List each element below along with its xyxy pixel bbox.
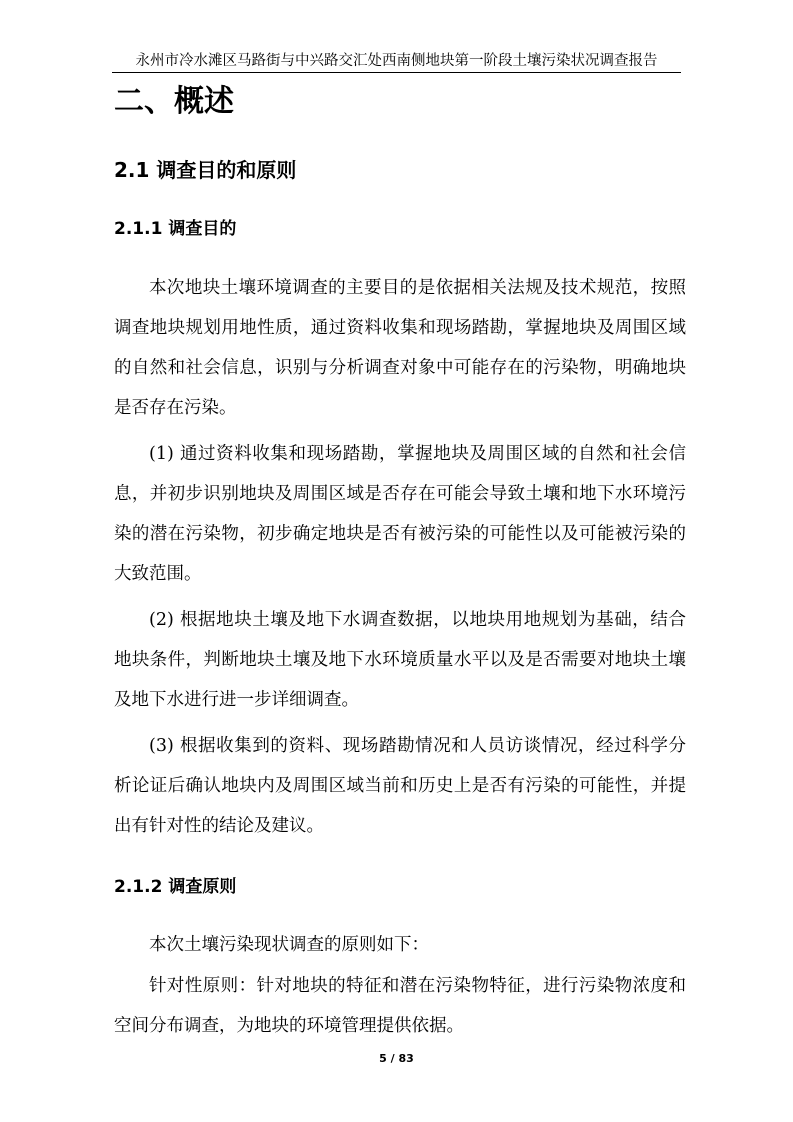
- header-divider: [112, 72, 681, 73]
- subsection-heading-purpose: 2.1.1 调查目的: [114, 219, 237, 239]
- page-number: 5 / 83: [379, 1052, 414, 1065]
- paragraph-principle-targeting: 针对性原则：针对地块的特征和潜在污染物特征，进行污染物浓度和空间分布调查，为地块的环境管理提供依据。: [114, 976, 686, 1036]
- paragraph-purpose-item-1: (1) 通过资料收集和现场踏勘，掌握地块及周围区域的自然和社会信息，并初步识别地块及周围区域是否存在可能会导致土壤和地下水环境污染的潜在污染物，初步确定地块是否有被污染的可能性以及可能被污染的大致范围。: [114, 444, 686, 584]
- chapter-heading: 二、概述: [114, 84, 234, 119]
- section-heading: 2.1 调查目的和原则: [114, 158, 297, 182]
- paragraph-purpose-item-3: (3) 根据收集到的资料、现场踏勘情况和人员访谈情况，经过科学分析论证后确认地块内及周围区域当前和历史上是否有污染的可能性，并提出有针对性的结论及建议。: [114, 736, 686, 836]
- paragraph-principles-intro: 本次土壤污染现状调查的原则如下：: [149, 935, 429, 955]
- paragraph-purpose-intro: 本次地块土壤环境调查的主要目的是依据相关法规及技术规范，按照调查地块规划用地性质，通过资料收集和现场踏勘，掌握地块及周围区域的自然和社会信息，识别与分析调查对象中可能存在的污染物，明确地块是否存在污染。: [114, 278, 686, 418]
- running-header-title: 永州市冷水滩区马路街与中兴路交汇处西南侧地块第一阶段土壤污染状况调查报告: [135, 53, 658, 69]
- subsection-heading-principles: 2.1.2 调查原则: [114, 877, 237, 897]
- paragraph-purpose-item-2: (2) 根据地块土壤及地下水调查数据，以地块用地规划为基础，结合地块条件，判断地块土壤及地下水环境质量水平以及是否需要对地块土壤及地下水进行进一步详细调查。: [114, 610, 686, 710]
